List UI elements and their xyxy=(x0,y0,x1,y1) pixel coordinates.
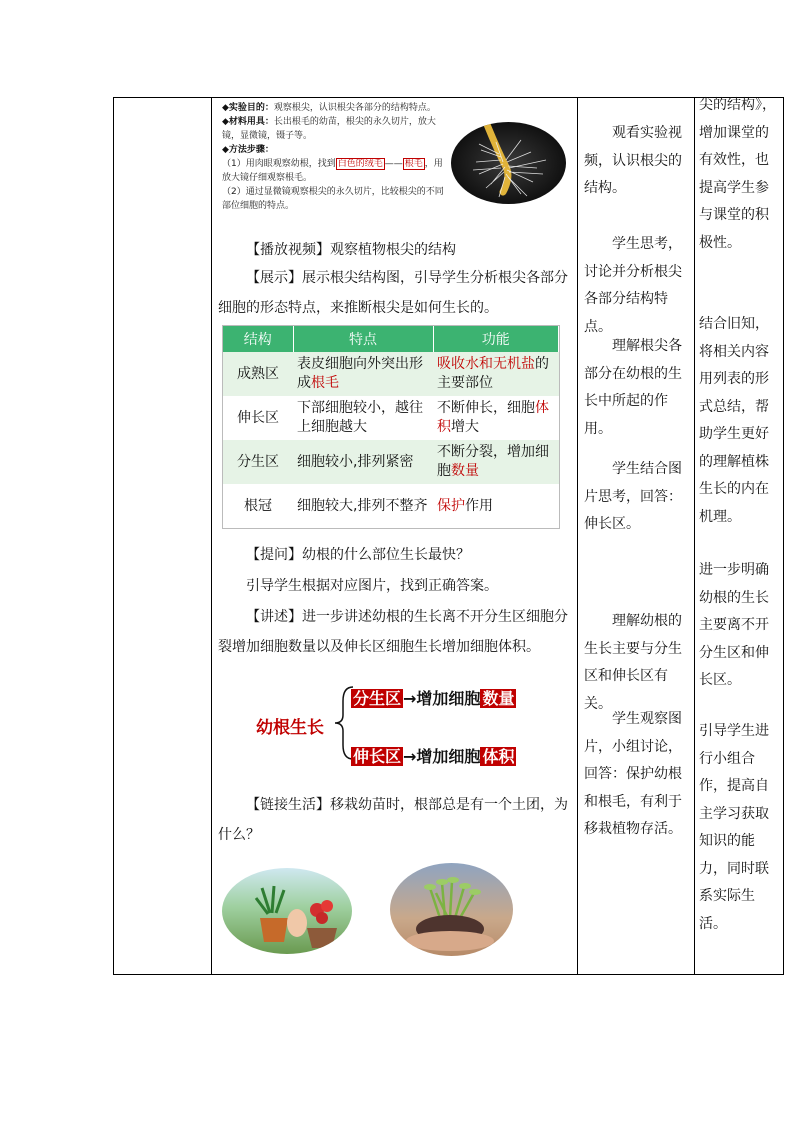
lesson-table xyxy=(113,97,784,975)
function-text: 不断伸长，细胞 xyxy=(437,400,535,416)
zone-name: 成熟区 xyxy=(223,352,293,396)
design-intent-3: 进一步明确幼根的生长主要离不开分生区和伸长区。 xyxy=(699,562,769,688)
table-row xyxy=(223,396,559,440)
elongation-zone-label: 伸长区 xyxy=(353,747,402,766)
experiment-box xyxy=(222,101,448,213)
root-tip-illustration xyxy=(451,122,566,204)
zone-name: 伸长区 xyxy=(223,396,293,440)
diagram-branch-2 xyxy=(351,744,516,767)
student-activity-6: 学生观察图片，小组讨论，回答：保护幼根和根毛，有利于移栽植物存活。 xyxy=(584,711,682,837)
growth-diagram xyxy=(218,678,570,778)
design-intent-4: 引导学生进行小组合作，提高自主学习获取知识的能力，同时联系实际生活。 xyxy=(699,723,769,932)
feature-key: 根毛 xyxy=(311,375,339,391)
branch-1-text: →增加细胞 xyxy=(403,689,481,708)
materials-label: ◆材料用具： xyxy=(222,117,274,127)
question-text: 【提问】幼根的什么部位生长最快？ xyxy=(246,547,470,563)
student-activity-2: 学生思考，讨论并分析根尖各部分结构特点。 xyxy=(584,236,682,335)
header-feature: 特点 xyxy=(293,326,433,352)
header-structure: 结构 xyxy=(223,326,293,352)
step2-text: （2）通过显微镜观察根尖的永久切片，比较根尖的不同部位细胞的特点。 xyxy=(222,187,444,211)
feature-text: 表皮细胞向外突出形成 xyxy=(297,356,423,391)
show-structure-text: 【展示】展示根尖结构图，引导学生分析根尖各部分细胞的形态特点，来推断根尖是如何生长的。 xyxy=(218,270,568,316)
col-divider xyxy=(694,98,695,974)
header-function: 功能 xyxy=(433,326,559,352)
function-key: 数量 xyxy=(451,463,479,479)
design-intent-1: 尖的结构》，增加课堂的有效性，也提高学生参与课堂的积极性。 xyxy=(699,97,776,251)
feature-text: 下部细胞较小，越往上细胞越大 xyxy=(297,400,423,435)
student-activity-3: 理解根尖各部分在幼根的生长中所起的作用。 xyxy=(584,338,682,437)
link-life-text: 【链接生活】移栽幼苗时，根部总是有一个土团，为什么？ xyxy=(218,797,568,843)
purpose-label: ◆实验目的： xyxy=(222,103,274,113)
step1-text-end: ，用放大镜仔细观察根毛。 xyxy=(222,159,443,183)
table-row xyxy=(223,352,559,396)
play-video-text: 【播放视频】观察植物根尖的结构 xyxy=(246,242,456,258)
col-divider xyxy=(211,98,212,974)
function-key: 吸收水和无机盐 xyxy=(437,356,535,372)
zone-name: 根冠 xyxy=(223,484,293,528)
zone-name: 分生区 xyxy=(223,440,293,484)
function-text: 的主要部位 xyxy=(437,356,549,391)
table-row xyxy=(223,484,559,528)
col-divider xyxy=(577,98,578,974)
purpose-text: 观察根尖，认识根尖各部分的结构特点。 xyxy=(273,103,436,113)
student-activity-5: 理解幼根的生长主要与分生区和伸长区有关。 xyxy=(584,613,682,712)
student-activity-1: 观看实验视频，认识根尖的结构。 xyxy=(584,125,682,196)
root-tip-photo xyxy=(451,122,566,204)
design-intent-column xyxy=(699,98,781,974)
feature-text: 细胞较小,排列紧密 xyxy=(297,453,414,470)
function-text: 不断分裂，增加细胞 xyxy=(437,444,549,479)
step1-text: （1）用肉眼观察幼根，找到 xyxy=(222,159,336,169)
potted-plant-illustration xyxy=(222,868,352,954)
feature-text: 细胞较大,排列不整齐 xyxy=(297,497,428,514)
highlight-root-hair: 根毛 xyxy=(404,159,423,169)
teacher-activity-column xyxy=(218,98,570,974)
student-activity-4: 学生结合图片思考，回答：伸长区。 xyxy=(584,461,682,532)
seedling-soil-photo xyxy=(390,863,513,956)
meristem-zone-label: 分生区 xyxy=(353,689,402,708)
guide-text: 引导学生根据对应图片，找到正确答案。 xyxy=(246,578,498,594)
function-text: 作用 xyxy=(465,497,493,514)
diagram-root-label: 幼根生长 xyxy=(256,718,324,738)
student-activity-column xyxy=(584,98,688,974)
function-key: 体积 xyxy=(437,400,549,435)
dash: —— xyxy=(384,159,403,169)
method-label: ◆方法步骤： xyxy=(222,145,274,155)
materials-text: 长出根毛的幼苗，根尖的永久切片，放大镜，显微镜，镊子等。 xyxy=(222,117,436,141)
quantity-label: 数量 xyxy=(482,689,515,708)
root-structure-table xyxy=(222,325,560,529)
potted-plant-photo xyxy=(222,868,352,954)
function-key: 保护 xyxy=(437,497,465,514)
branch-2-text: →增加细胞 xyxy=(403,747,481,766)
design-intent-2: 结合旧知，将相关内容用列表的形式总结，帮助学生更好的理解植株生长的内在机理。 xyxy=(699,316,769,525)
diagram-branch-1 xyxy=(351,686,516,709)
seedling-soil-illustration xyxy=(390,863,513,956)
volume-label: 体积 xyxy=(482,747,515,766)
function-text-end: 增大 xyxy=(451,419,479,435)
table-row xyxy=(223,440,559,484)
highlight-white-fuzz: 白色的绒毛 xyxy=(337,159,383,169)
lecture-text: 【讲述】进一步讲述幼根的生长离不开分生区细胞分裂增加细胞数量以及伸长区细胞生长增加细胞体积。 xyxy=(218,609,568,655)
